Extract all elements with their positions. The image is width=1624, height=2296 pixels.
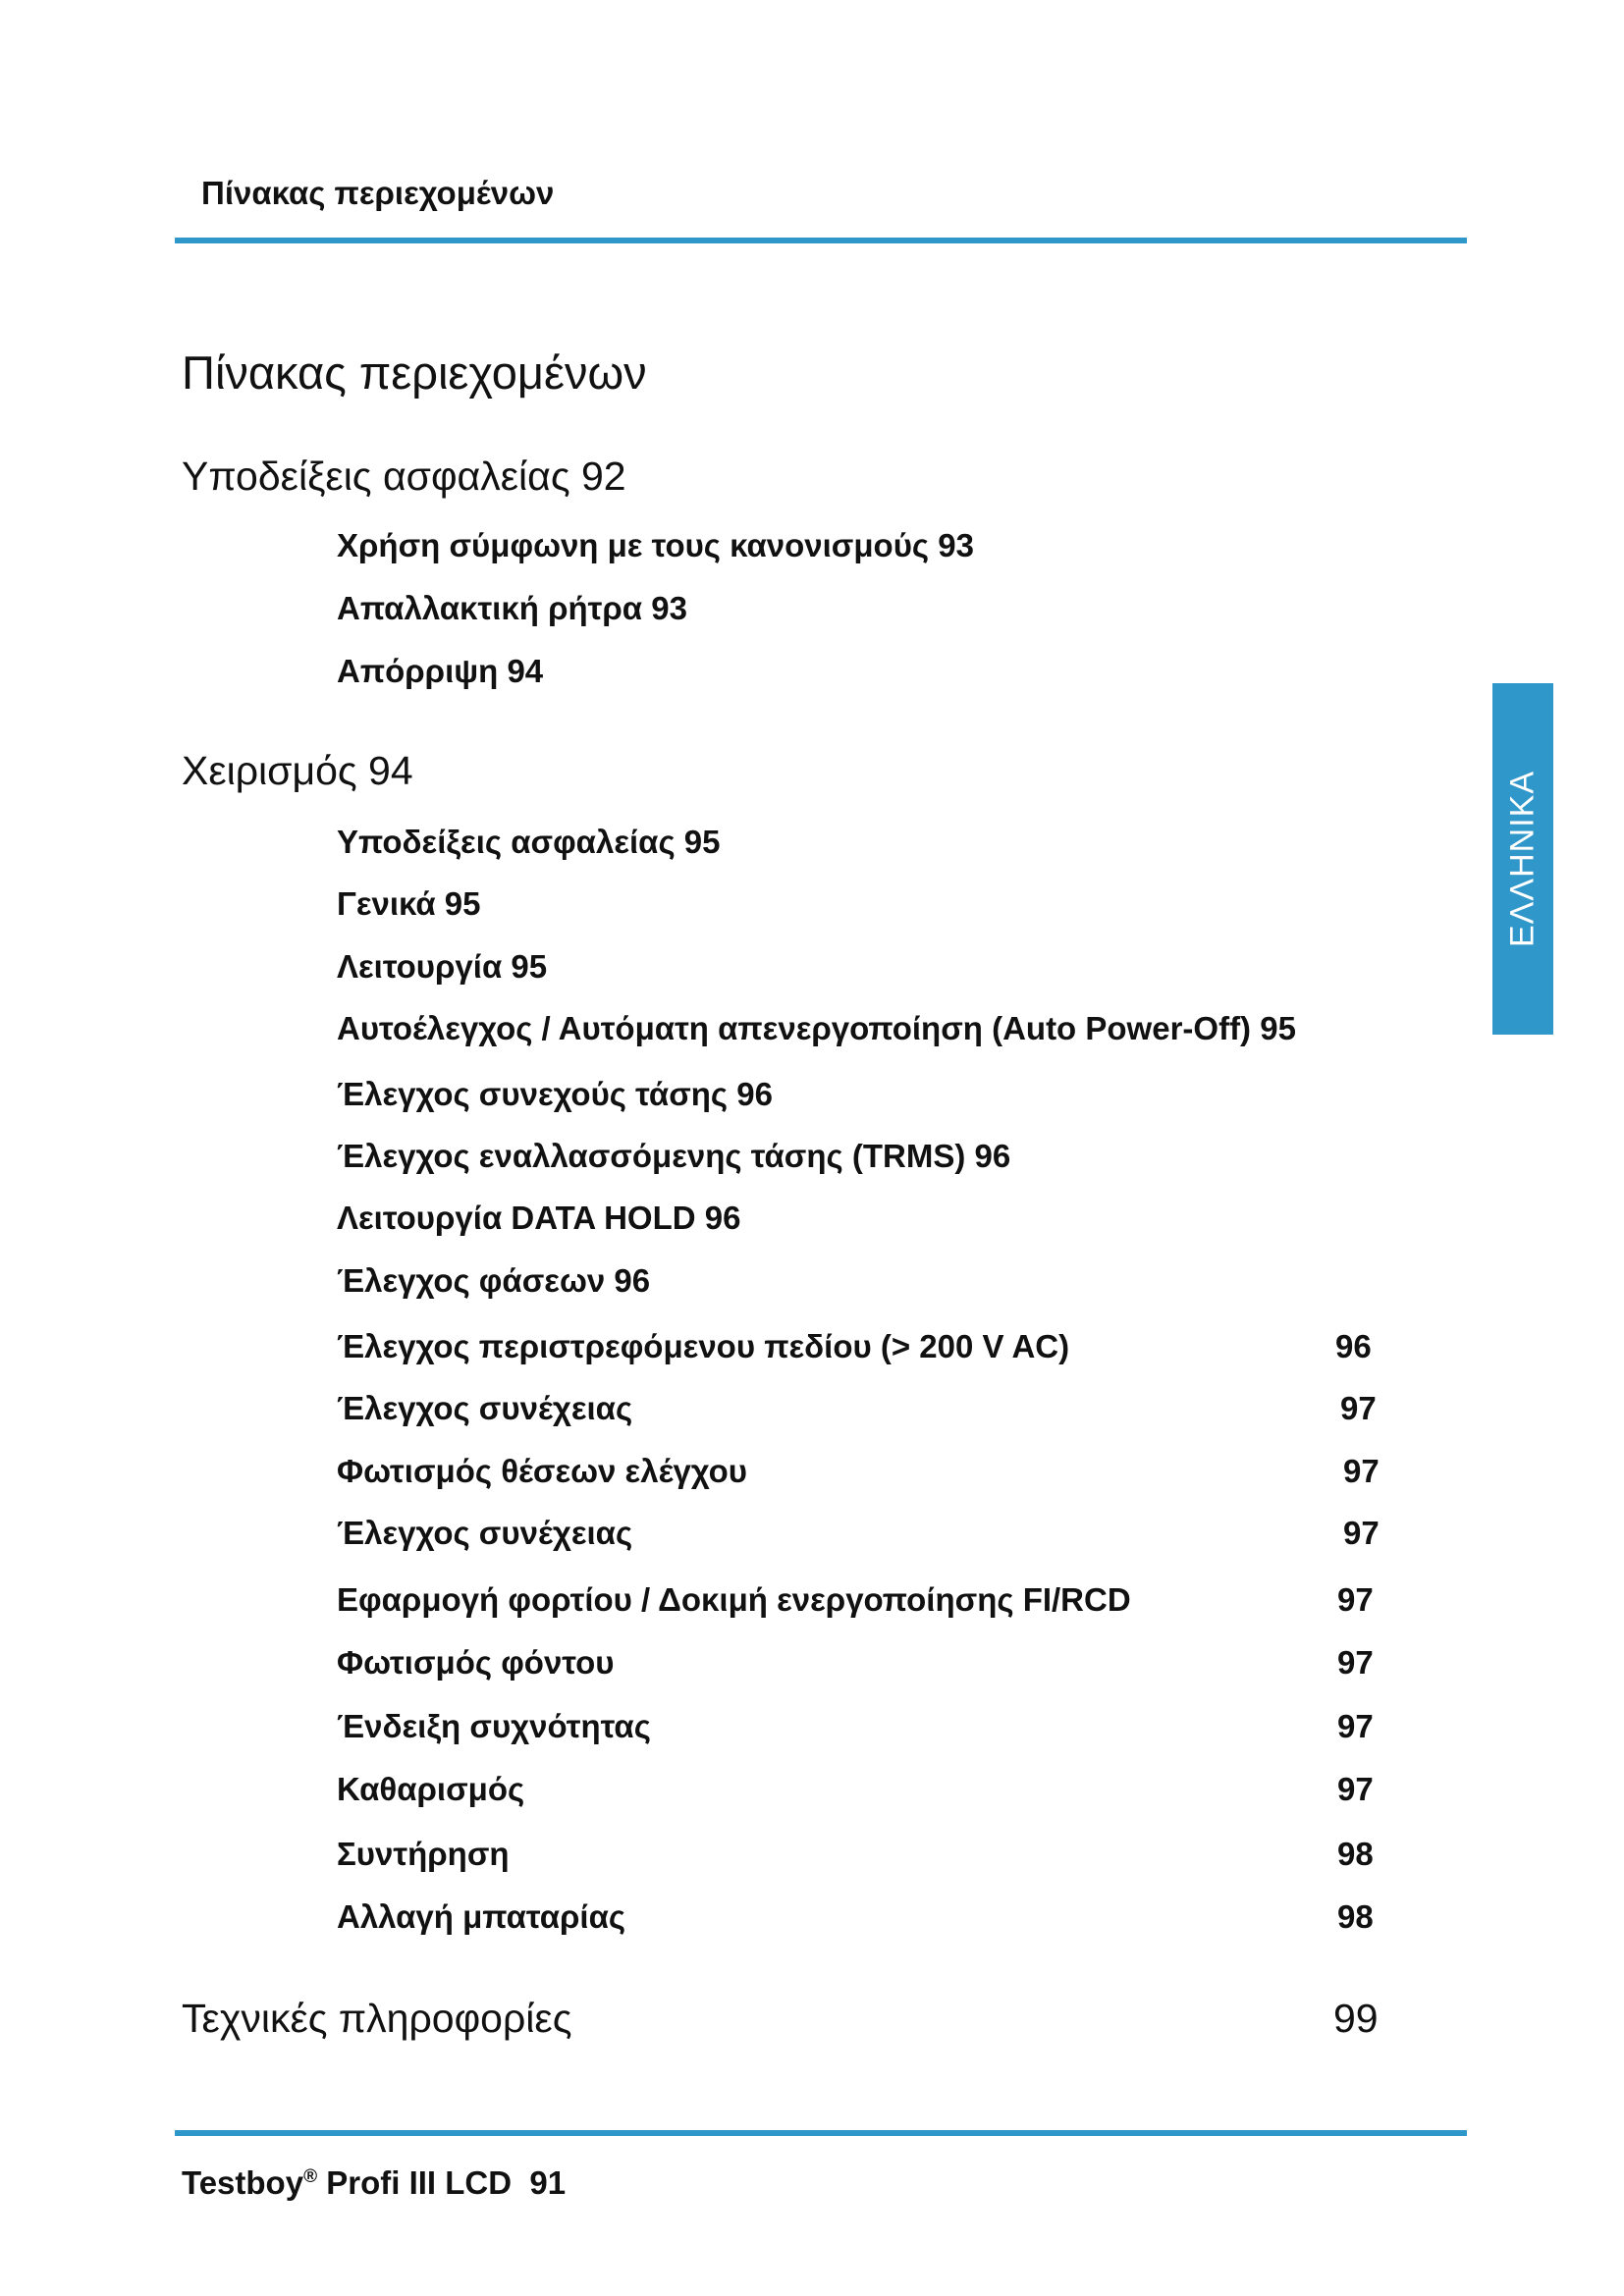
toc-item-page: 97: [1337, 1581, 1374, 1618]
footer-page-number: 91: [529, 2164, 567, 2201]
toc-item-page: 97: [1343, 1515, 1380, 1551]
toc-item[interactable]: Έλεγχος συνέχειας: [337, 1390, 633, 1426]
toc-item[interactable]: Λειτουργία 95: [337, 948, 548, 985]
toc-item-page: 97: [1343, 1453, 1380, 1489]
toc-item[interactable]: Γενικά 95: [337, 885, 481, 922]
header-rule: [175, 238, 1467, 243]
toc-item-page: 98: [1337, 1898, 1374, 1935]
footer-brand: Testboy: [182, 2164, 304, 2201]
toc-section-page: 99: [1333, 1996, 1379, 2041]
toc-item[interactable]: Χρήση σύμφωνη με τους κανονισμούς 93: [337, 527, 974, 563]
toc-item[interactable]: Αλλαγή μπαταρίας: [337, 1898, 626, 1935]
footer: [182, 2164, 566, 2202]
registered-mark: ®: [303, 2166, 318, 2187]
toc-item[interactable]: Έλεγχος φάσεων 96: [337, 1262, 651, 1299]
toc-item[interactable]: Φωτισμός θέσεων ελέγχου: [337, 1453, 747, 1489]
toc-item[interactable]: Ένδειξη συχνότητας: [337, 1708, 651, 1744]
toc-item[interactable]: Φωτισμός φόντου: [337, 1644, 615, 1681]
toc-item[interactable]: Αυτοέλεγχος / Αυτόματη απενεργοποίηση (Auto Power-Off) 95: [337, 1010, 1296, 1046]
toc-title: Πίνακας περιεχομένων: [182, 347, 647, 399]
toc-item-page: 97: [1337, 1708, 1374, 1744]
toc-item-page: 96: [1335, 1328, 1372, 1364]
language-tab-label: ΕΛΛΗΝΙΚΑ: [1503, 770, 1542, 948]
toc-item[interactable]: Υποδείξεις ασφαλείας 95: [337, 824, 721, 860]
language-tab[interactable]: [1492, 683, 1553, 1035]
toc-item[interactable]: Απόρριψη 94: [337, 653, 544, 689]
toc-item-page: 97: [1337, 1771, 1374, 1807]
toc-item[interactable]: Συντήρηση: [337, 1836, 510, 1872]
toc-section-technical[interactable]: Τεχνικές πληροφορίες: [182, 1996, 572, 2041]
toc-item[interactable]: Έλεγχος συνέχειας: [337, 1515, 633, 1551]
footer-rule: [175, 2130, 1467, 2136]
footer-model: Profi III LCD: [317, 2164, 513, 2201]
toc-section-operation[interactable]: Χειρισμός 94: [182, 748, 413, 793]
toc-item[interactable]: Έλεγχος εναλλασσόμενης τάσης (TRMS) 96: [337, 1138, 1011, 1174]
running-header: Πίνακας περιεχομένων: [201, 175, 555, 211]
toc-item-page: 97: [1340, 1390, 1377, 1426]
toc-item-page: 98: [1337, 1836, 1374, 1872]
toc-item[interactable]: Εφαρμογή φορτίου / Δοκιμή ενεργοποίησης FI/RCD: [337, 1581, 1131, 1618]
toc-item[interactable]: Απαλλακτική ρήτρα 93: [337, 590, 687, 626]
toc-item[interactable]: Λειτουργία DATA HOLD 96: [337, 1200, 741, 1236]
toc-item[interactable]: Καθαρισμός: [337, 1771, 525, 1807]
toc-item[interactable]: Έλεγχος συνεχούς τάσης 96: [337, 1076, 773, 1112]
toc-section-safety[interactable]: Υποδείξεις ασφαλείας 92: [182, 454, 626, 499]
toc-item-page: 97: [1337, 1644, 1374, 1681]
toc-item[interactable]: Έλεγχος περιστρεφόμενου πεδίου (> 200 V AC): [337, 1328, 1070, 1364]
